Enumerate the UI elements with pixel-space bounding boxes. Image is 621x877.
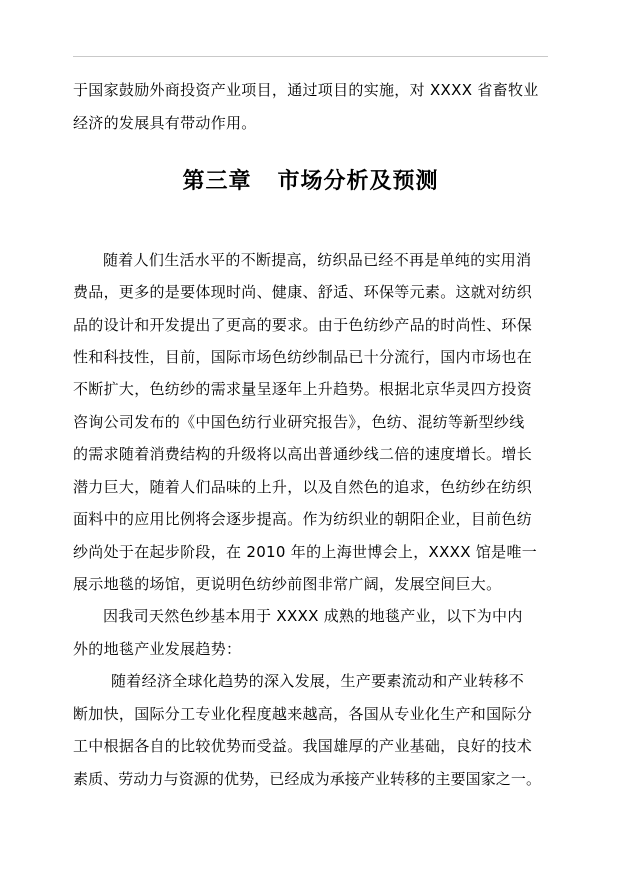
paragraph-3-line-1: 随着经济全球化趋势的深入发展，生产要素流动和产业转移不 [111,672,525,690]
chapter-title [0,166,621,196]
paragraph-1-line-8: 潜力巨大，随着人们品味的上升，以及自然色的追求，色纺纱在纺织 [73,478,533,496]
paragraph-1-line-6: 咨询公司发布的《中国色纺行业研究报告》，色纺、混纺等新型纱线 [73,413,525,431]
paragraph-1-line-4: 性和科技性，目前，国际市场色纺纱制品已十分流行，国内市场也在 [73,348,533,366]
header-rule [73,56,548,57]
paragraph-1-line-9: 面料中的应用比例将会逐步提高。作为纺织业的朝阳企业，目前色纺 [73,510,533,528]
paragraph-3-line-2: 断加快，国际分工专业化程度越来越高，各国从专业化生产和国际分 [73,705,533,723]
carryover-line-2: 经济的发展具有带动作用。 [73,114,257,132]
paragraph-1-line-3: 品的设计和开发提出了更高的要求。由于色纺纱产品的时尚性、环保 [73,316,533,334]
paragraph-3-line-4: 素质、劳动力与资源的优势，已经成为承接产业转移的主要国家之一。 [73,770,542,788]
paragraph-1-line-10: 纱尚处于在起步阶段，在 2010 年的上海世博会上，XXXX 馆是唯一 [73,543,538,561]
paragraph-1-line-7: 的需求随着消费结构的升级将以高出普通纱线二倍的速度增长。增长 [73,445,533,463]
paragraph-2-line-1: 因我司天然色纱基本用于 XXXX 成熟的地毯产业，以下为中内 [103,607,523,625]
paragraph-2-line-2: 外的地毯产业发展趋势： [73,640,242,658]
paragraph-1-line-2: 费品，更多的是要体现时尚、健康、舒适、环保等元素。这就对纺织 [73,283,533,301]
chapter-name: 市场分析及预测 [277,168,439,194]
carryover-line-1: 于国家鼓励外商投资产业项目，通过项目的实施，对 XXXX 省畜牧业 [73,81,539,99]
paragraph-3-line-3: 工中根据各自的比较优势而受益。我国雄厚的产业基础，良好的技术 [73,737,533,755]
paragraph-1-line-1: 随着人们生活水平的不断提高，纺织品已经不再是单纯的实用消 [103,251,532,269]
paragraph-1-line-11: 展示地毯的场馆，更说明色纺纱前图非常广阔，发展空间巨大。 [73,575,502,593]
paragraph-1-line-5: 不断扩大，色纺纱的需求量呈逐年上升趋势。根据北京华灵四方投资 [73,380,533,398]
chapter-number: 第三章 [182,168,252,194]
